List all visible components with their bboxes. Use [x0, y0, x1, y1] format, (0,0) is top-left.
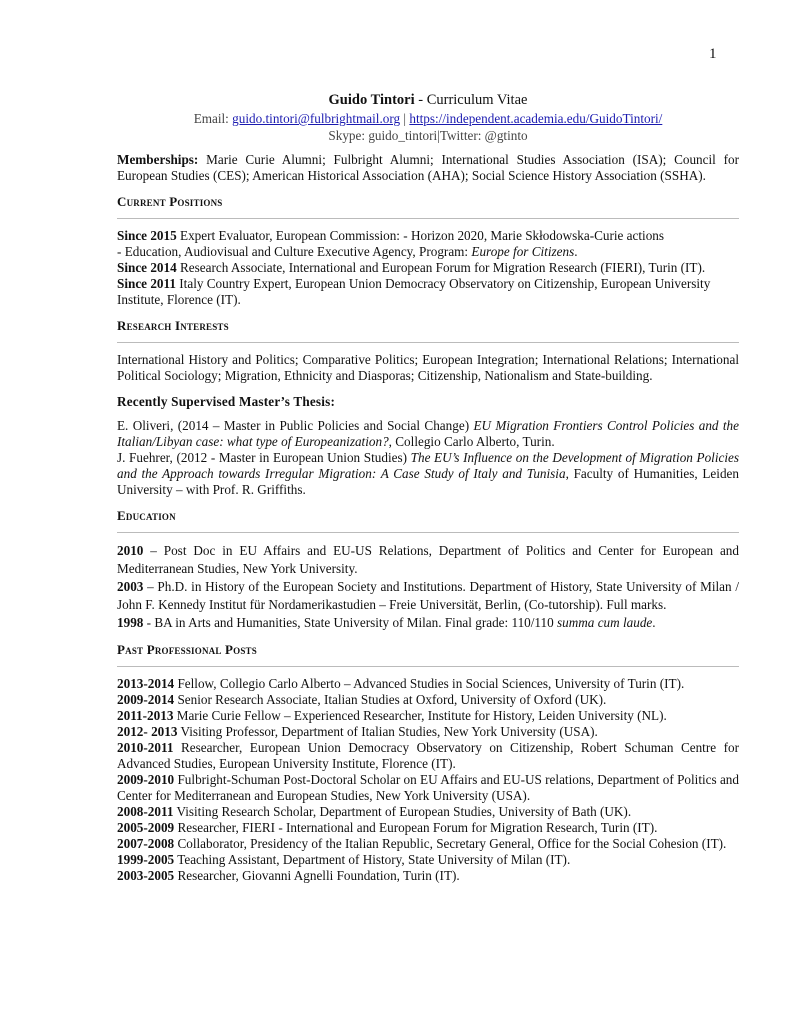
cv-title	[117, 92, 739, 108]
education-item	[117, 578, 739, 614]
memberships-text: Marie Curie Alumni; Fulbright Alumni; International Studies Association (ISA); Council for European Studies (CES); American Historical Association (AHA); Social Science History Association (SSHA).	[117, 152, 739, 183]
position-item	[117, 228, 739, 244]
post-years: 2012- 2013	[117, 724, 178, 739]
author-name: Guido Tintori	[328, 92, 415, 108]
education-list	[117, 542, 739, 632]
memberships-label: Memberships:	[117, 152, 199, 167]
position-year: Since 2014	[117, 260, 177, 275]
education-text-end: .	[652, 615, 656, 630]
email-label: Email:	[193, 111, 233, 126]
page-number: 1	[709, 46, 717, 62]
post-years: 1999-2005	[117, 852, 175, 867]
post-text: Visiting Professor, Department of Italian Studies, New York University (USA).	[177, 724, 598, 739]
post-item	[117, 820, 739, 836]
thesis-institution: , Faculty of Humanities, Leiden University – with Prof. R. Griffiths.	[117, 466, 739, 497]
research-interests-text: International History and Politics; Comparative Politics; European Integration; International Relations; International Political Sociology; Migration, Ethnicity and Diasporas; Citizenship, Nationalism and State-building.	[117, 352, 739, 383]
thesis-student: J. Fuehrer, (2012 - Master in European Union Studies)	[117, 450, 411, 465]
post-item	[117, 676, 739, 692]
post-years: 2010-2011	[117, 740, 174, 755]
thesis-item	[117, 418, 739, 450]
thesis-student: E. Oliveri, (2014 – Master in Public Policies and Social Change)	[117, 418, 474, 433]
post-item	[117, 852, 739, 868]
section-heading-education: Education	[117, 508, 739, 533]
post-item	[117, 708, 739, 724]
post-text: Researcher, FIERI - International and European Forum for Migration Research, Turin (IT).	[174, 820, 658, 835]
post-item	[117, 724, 739, 740]
past-posts-list	[117, 676, 739, 884]
thesis-item	[117, 450, 739, 498]
education-item	[117, 542, 739, 578]
position-text: - Education, Audiovisual and Culture Executive Agency, Program:	[117, 244, 472, 259]
post-years: 2009-2014	[117, 692, 175, 707]
education-text: – Post Doc in EU Affairs and EU-US Relations, Department of Politics and Center for European and Mediterranean Studies, New York University.	[117, 543, 739, 576]
position-item	[117, 260, 739, 276]
post-years: 2005-2009	[117, 820, 175, 835]
post-item	[117, 740, 739, 772]
memberships	[117, 152, 739, 184]
post-years: 2009-2010	[117, 772, 175, 787]
education-honors: summa cum laude	[557, 615, 653, 630]
contact-separator: |	[400, 111, 410, 126]
post-text: Fulbright-Schuman Post-Doctoral Scholar on EU Affairs and EU-US relations, Department of Politics and Center for Mediterranean and European Studies, New York University (USA).	[117, 772, 739, 803]
post-years: 2007-2008	[117, 836, 175, 851]
post-item	[117, 868, 739, 884]
post-text: Collaborator, Presidency of the Italian Republic, Secretary General, Office for the Social Cohesion (IT).	[174, 836, 727, 851]
post-years: 2013-2014	[117, 676, 175, 691]
post-item	[117, 772, 739, 804]
supervised-list	[117, 418, 739, 498]
skype-twitter-line: Skype: guido_tintori|Twitter: @gtinto	[328, 128, 528, 143]
education-year: 1998	[117, 615, 144, 630]
post-item	[117, 836, 739, 852]
position-text: Expert Evaluator, European Commission: - Horizon 2020, Marie Skłodowska-Curie actions	[176, 228, 665, 243]
post-item	[117, 692, 739, 708]
position-year: Since 2011	[117, 276, 176, 291]
current-positions-list	[117, 228, 739, 308]
title-suffix: - Curriculum Vitae	[414, 92, 528, 108]
post-item	[117, 804, 739, 820]
position-item	[117, 244, 739, 260]
section-heading-current-positions: Current Positions	[117, 194, 739, 219]
post-text: Teaching Assistant, Department of History, State University of Milan (IT).	[174, 852, 571, 867]
thesis-title: The EU’s Influence on the Development of Migration Policies and the Approach towards Irregular Migration: A Case Study of Italy and Tunisia	[117, 450, 740, 481]
post-years: 2011-2013	[117, 708, 174, 723]
post-years: 2003-2005	[117, 868, 175, 883]
education-year: 2010	[117, 543, 144, 558]
post-text: Senior Research Associate, Italian Studies at Oxford, University of Oxford (UK).	[174, 692, 607, 707]
position-text: Italy Country Expert, European Union Democracy Observatory on Citizenship, European University Institute, Florence (IT).	[117, 276, 711, 307]
education-year: 2003	[117, 579, 144, 594]
post-text: Researcher, Giovanni Agnelli Foundation, Turin (IT).	[174, 868, 460, 883]
education-text: - BA in Arts and Humanities, State University of Milan. Final grade: 110/110	[143, 615, 558, 630]
position-text-end: .	[574, 244, 578, 259]
post-text: Marie Curie Fellow – Experienced Researcher, Institute for History, Leiden University (NL).	[173, 708, 667, 723]
cv-content	[117, 92, 739, 884]
contact-line	[117, 111, 739, 127]
education-text: – Ph.D. in History of the European Society and Institutions. Department of History, State University of Milan / John F. Kennedy Institut für Nordamerikastudien – Freie Universität, Berlin, (Co-tutorship). Full marks.	[117, 579, 739, 612]
program-name: Europe for Citizens	[471, 244, 575, 259]
thesis-title: EU Migration Frontiers Control Policies and the Italian/Libyan case: what type of Europeanization?	[117, 418, 740, 449]
academia-link[interactable]: https://independent.academia.edu/GuidoTintori/	[409, 111, 663, 126]
education-item	[117, 614, 739, 632]
post-years: 2008-2011	[117, 804, 174, 819]
position-text: Research Associate, International and European Forum for Migration Research (FIERI), Turin (IT).	[176, 260, 706, 275]
section-heading-supervised-theses: Recently Supervised Master’s Thesis:	[117, 394, 336, 409]
section-heading-research-interests: Research Interests	[117, 318, 739, 343]
section-heading-past-posts: Past Professional Posts	[117, 642, 739, 667]
post-text: Visiting Research Scholar, Department of European Studies, University of Bath (UK).	[173, 804, 632, 819]
post-text: Researcher, European Union Democracy Observatory on Citizenship, Robert Schuman Centre for Advanced Studies, European University Institute, Florence (IT).	[117, 740, 739, 771]
email-link[interactable]: guido.tintori@fulbrightmail.org	[232, 111, 401, 126]
position-item	[117, 276, 739, 308]
post-text: Fellow, Collegio Carlo Alberto – Advanced Studies in Social Sciences, University of Turin (IT).	[174, 676, 685, 691]
thesis-institution: , Collegio Carlo Alberto, Turin.	[388, 434, 555, 449]
position-year: Since 2015	[117, 228, 177, 243]
